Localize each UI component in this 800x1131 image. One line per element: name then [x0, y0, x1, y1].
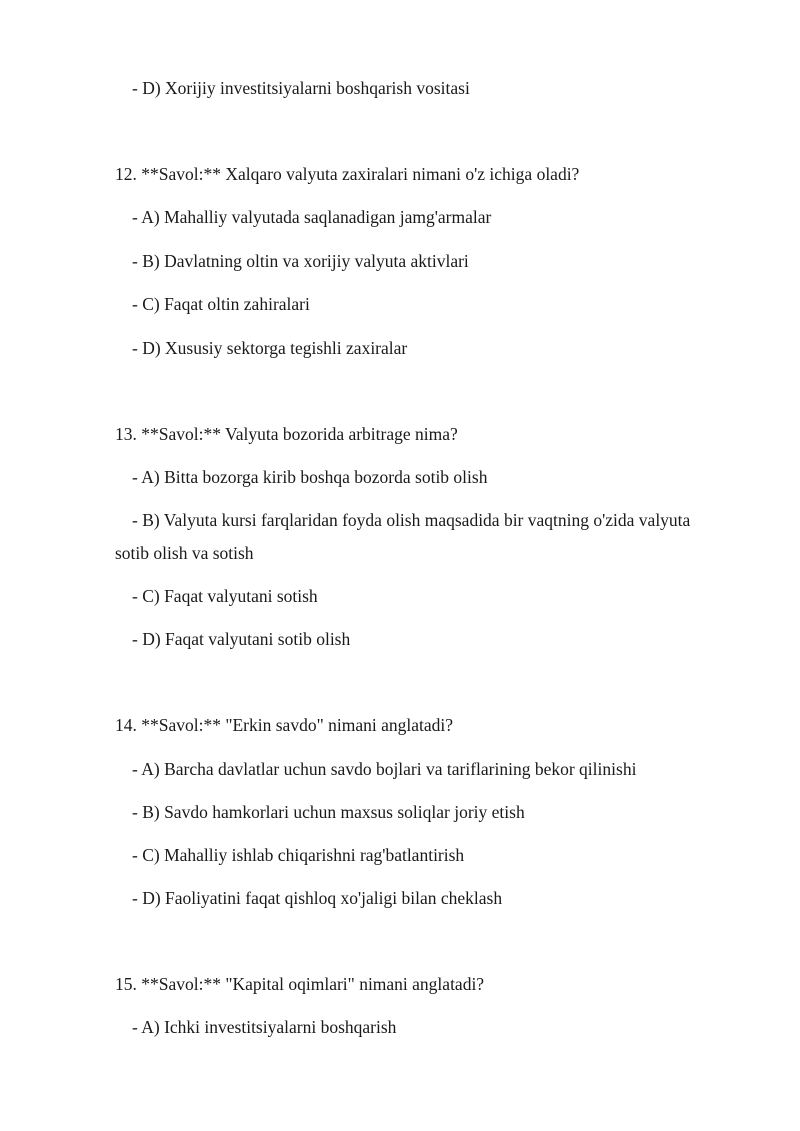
question-13: 13. **Savol:** Valyuta bozorida arbitrage nima? — [115, 424, 458, 444]
question-14-option-a: - A) Barcha davlatlar uchun savdo bojlari va tariflarining bekor qilinishi — [132, 759, 637, 779]
question-13-option-a: - A) Bitta bozorga kirib boshqa bozorda sotib olish — [132, 467, 488, 487]
question-13-option-b-continued: sotib olish va sotish — [115, 543, 254, 563]
question-14-option-d: - D) Faoliyatini faqat qishloq xo'jaligi bilan cheklash — [132, 888, 503, 908]
question-12: 12. **Savol:** Xalqaro valyuta zaxiralari nimani o'z ichiga oladi? — [115, 164, 580, 184]
question-12-option-b: - B) Davlatning oltin va xorijiy valyuta aktivlari — [132, 251, 469, 271]
question-12-option-d: - D) Xususiy sektorga tegishli zaxiralar — [132, 338, 408, 358]
question-12-option-a: - A) Mahalliy valyutada saqlanadigan jamg'armalar — [132, 207, 492, 227]
question-14-option-c: - C) Mahalliy ishlab chiqarishni rag'batlantirish — [132, 845, 465, 865]
question-15-option-a: - A) Ichki investitsiyalarni boshqarish — [132, 1017, 397, 1037]
question-13-option-d: - D) Faqat valyutani sotib olish — [132, 629, 351, 649]
question-15: 15. **Savol:** "Kapital oqimlari" nimani anglatadi? — [115, 974, 485, 994]
question-13-option-c: - C) Faqat valyutani sotish — [132, 586, 318, 606]
question-13-option-b: - B) Valyuta kursi farqlaridan foyda olish maqsadida bir vaqtning o'zida valyuta — [132, 510, 691, 530]
question-14: 14. **Savol:** "Erkin savdo" nimani anglatadi? — [115, 715, 453, 735]
question-14-option-b: - B) Savdo hamkorlari uchun maxsus soliqlar joriy etish — [132, 802, 525, 822]
prev-question-option-d: - D) Xorijiy investitsiyalarni boshqarish vositasi — [132, 78, 470, 98]
question-12-option-c: - C) Faqat oltin zahiralari — [132, 294, 310, 314]
